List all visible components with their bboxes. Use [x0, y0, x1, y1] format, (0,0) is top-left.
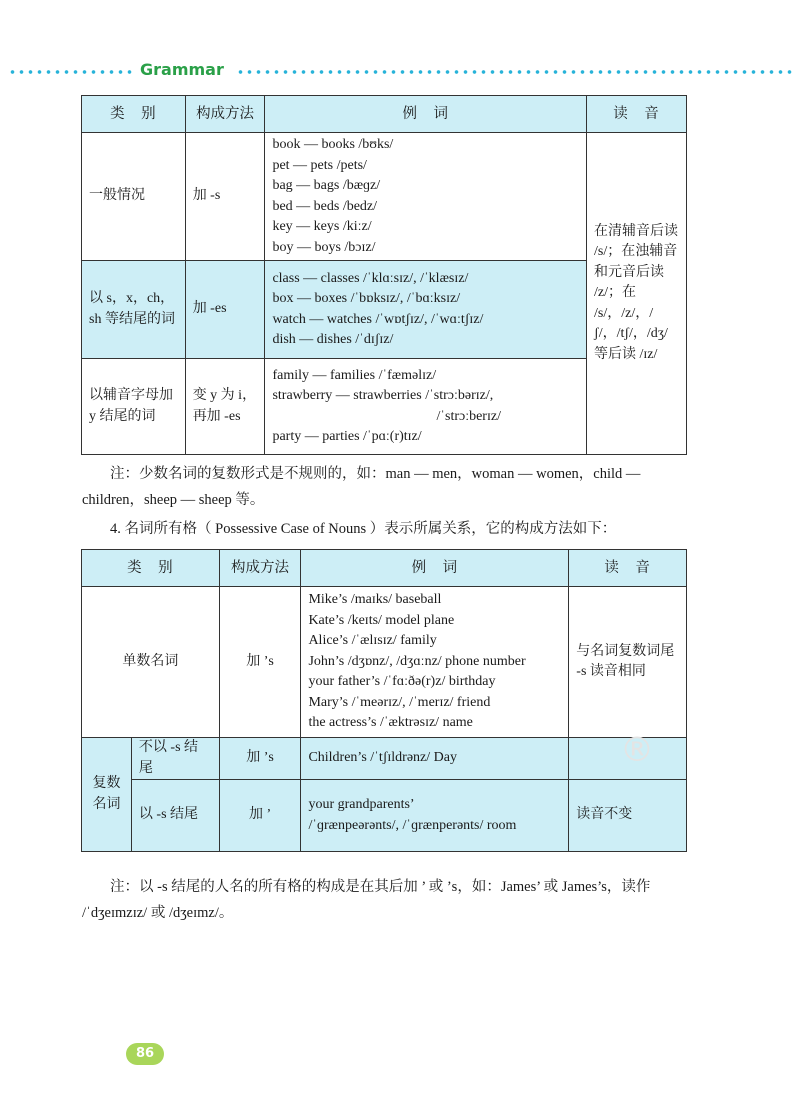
method-cell: 加 ’s [219, 738, 301, 780]
example-line: Alice’s /ˈælɪsɪz/ family [308, 633, 437, 649]
example-line: book — books /bʊks/ [272, 137, 394, 152]
subcategory-cell: 不以 -s 结尾 [131, 738, 219, 780]
header-category: 类 别 [82, 96, 186, 133]
header-pronunciation: 读 音 [569, 550, 687, 587]
example-line: your grandparents’ [308, 797, 415, 812]
example-line: /ˈstrɔːberɪz/ [436, 408, 501, 424]
method-cell: 加 -s [185, 133, 265, 261]
example-line: Mary’s /ˈmeərɪz/, /ˈmerɪz/ friend [308, 694, 491, 710]
table-row [82, 133, 687, 261]
registered-mark-icon: ® [620, 730, 654, 770]
note-possessive-names-cont: /ˈdʒeɪmzɪz/ 或 /dʒeɪmz/。 [82, 905, 234, 921]
example-line: strawberry — strawberries /ˈstrɔːbərɪz/, [272, 388, 494, 403]
examples-cell [301, 587, 569, 738]
header-pronunciation: 读 音 [587, 96, 687, 133]
dotted-rule-left [8, 70, 132, 74]
method-cell: 加 ’ [219, 780, 301, 852]
example-line: /ˈɡrænpeərənts/, /ˈɡrænperənts/ room [308, 817, 517, 833]
example-line: box — boxes /ˈbɒksɪz/, /ˈbɑːksɪz/ [272, 291, 461, 306]
example-line: Kate’s /keɪts/ model plane [308, 612, 455, 628]
examples-cell [265, 359, 587, 455]
example-line: the actress’s /ˈæktrəsɪz/ name [308, 715, 473, 731]
pronunciation-cell: 读音不变 [569, 780, 687, 852]
example-line: class — classes /ˈklɑːsɪz/, /ˈklæsɪz/ [272, 270, 469, 286]
plural-rules-table [81, 95, 687, 455]
pronunciation-cell: 与名词复数词尾 -s 读音相同 [569, 587, 687, 738]
examples-cell [265, 133, 587, 261]
examples-cell [301, 738, 569, 780]
example-line: family — families /ˈfæməlɪz/ [272, 367, 437, 383]
header-examples: 例 词 [301, 550, 569, 587]
example-line: your father’s /ˈfɑːðə(r)z/ birthday [308, 674, 496, 690]
examples-cell [265, 261, 587, 359]
header-method: 构成方法 [219, 550, 301, 587]
examples-cell [301, 780, 569, 852]
category-cell: 以辅音字母加 y 结尾的词 [82, 359, 186, 455]
example-line: dish — dishes /ˈdɪʃɪz/ [272, 332, 394, 347]
example-line: bed — beds /bedz/ [272, 198, 378, 214]
category-cell: 复数名词 [82, 738, 132, 852]
example-line: pet — pets /pets/ [272, 157, 367, 173]
table-row [82, 587, 687, 738]
table-row [82, 780, 687, 852]
pronunciation-cell: 在清辅音后读 /s/；在浊辅音和元音后读 /z/；在 /s/，/z/，/ʃ/，/tʃ/，/dʒ/ 等后读 /ɪz/ [587, 133, 687, 455]
section-title: Grammar [140, 60, 224, 79]
table-header-row [82, 96, 687, 133]
table-row [82, 738, 687, 780]
category-cell: 单数名词 [82, 587, 220, 738]
page-header [8, 62, 792, 82]
example-line: watch — watches /ˈwɒtʃɪz/, /ˈwɑːtʃɪz/ [272, 311, 484, 327]
header-examples: 例 词 [265, 96, 587, 133]
header-method: 构成方法 [185, 96, 265, 133]
table-header-row [82, 550, 687, 587]
example-line: Children’s /ˈtʃɪldrənz/ Day [308, 750, 457, 766]
dotted-rule-right [236, 70, 792, 74]
header-category: 类 别 [82, 550, 220, 587]
note-possessive-names: 注：以 -s 结尾的人名的所有格的构成是在其后加 ’ 或 ’s，如：James’ 或 James’s，读作 [110, 879, 651, 895]
method-cell: 加 ’s [219, 587, 301, 738]
example-line: John’s /dʒɒnz/, /dʒɑːnz/ phone number [308, 653, 526, 669]
section-heading: 4. 名词所有格（ Possessive Case of Nouns ）表示所属关系，它的构成方法如下： [110, 521, 617, 537]
category-cell: 一般情况 [82, 133, 186, 261]
note-irregular-plurals: 注：少数名词的复数形式是不规则的，如：man — men，woman — women，child — children，sheep — sheep 等。 [82, 466, 641, 508]
method-cell: 加 -es [185, 261, 265, 359]
example-line: key — keys /kiːz/ [272, 219, 372, 234]
example-line: party — parties /ˈpɑː(r)tɪz/ [272, 429, 422, 444]
category-cell: 以 s，x，ch，sh 等结尾的词 [82, 261, 186, 359]
method-cell: 变 y 为 i，再加 -es [185, 359, 265, 455]
example-line: Mike’s /maɪks/ baseball [308, 592, 442, 608]
example-line: boy — boys /bɔɪz/ [272, 239, 376, 255]
page-number: 86 [126, 1043, 164, 1065]
example-line: bag — bags /bæɡz/ [272, 178, 381, 193]
subcategory-cell: 以 -s 结尾 [131, 780, 219, 852]
possessive-rules-table [81, 549, 687, 852]
